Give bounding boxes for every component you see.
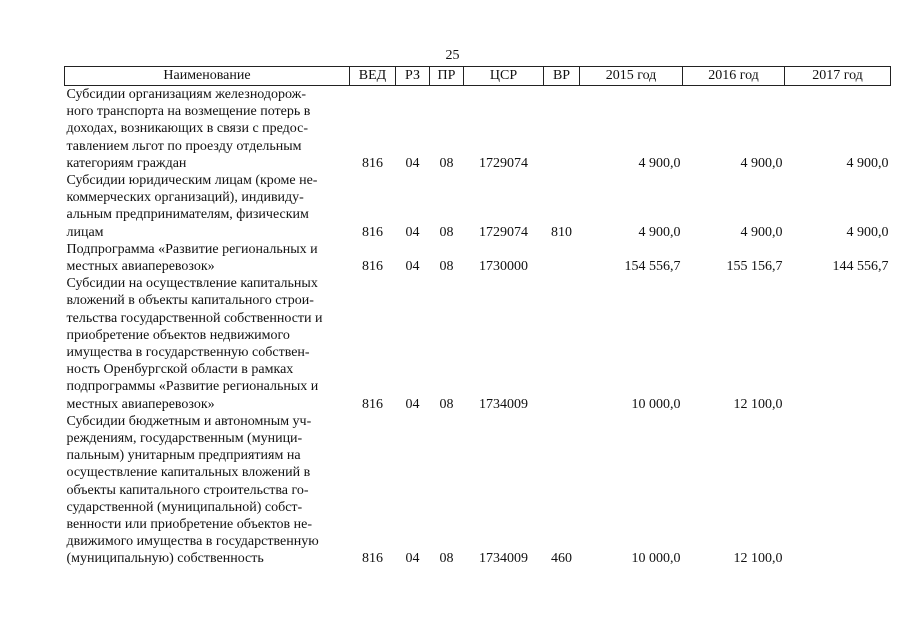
header-pr: ПР <box>430 67 464 86</box>
row-2015: 4 900,0 <box>638 155 681 171</box>
page-number: 25 <box>445 48 460 63</box>
row-rz: 04 <box>405 155 420 171</box>
budget-table <box>64 66 891 568</box>
row-ved: 816 <box>362 551 383 567</box>
row-vr <box>544 86 580 173</box>
row-ved: 816 <box>362 396 383 412</box>
header-2015: 2015 год <box>580 67 683 86</box>
header-2016: 2016 год <box>683 67 785 86</box>
row-2016: 12 100,0 <box>733 551 783 567</box>
row-2016: 4 900,0 <box>740 155 783 171</box>
row-rz: 04 <box>405 551 420 567</box>
table-row <box>65 275 891 413</box>
row-2017: 144 556,7 <box>832 259 889 275</box>
row-csr: 1729074 <box>479 155 528 171</box>
row-csr: 1734009 <box>479 396 528 412</box>
row-name: Субсидии юридическим лицам (кроме не- коммерческих организаций), индивиду- альным предпринимателям, физическим лицам <box>66 173 318 240</box>
row-name: Субсидии бюджетным и автономным уч- реждениям, государственным (муници- пальным) унитарным предприятиям на осуществление капитальных вложений в объекты капитального строительства го- сударственной (муниципальной) собст- венности или приобретение объектов не- движимого имущества в государственную (муниципальную) собственность <box>66 413 319 567</box>
row-2017: 4 900,0 <box>846 155 889 171</box>
row-csr: 1730000 <box>479 259 528 275</box>
row-rz: 04 <box>405 396 420 412</box>
row-ved: 816 <box>362 259 383 275</box>
row-ved: 816 <box>362 224 383 240</box>
row-pr: 08 <box>439 224 454 240</box>
row-2017 <box>785 413 891 568</box>
row-csr: 1734009 <box>479 551 528 567</box>
row-2016: 155 156,7 <box>726 259 783 275</box>
header-row <box>65 67 891 86</box>
row-name: Субсидии на осуществление капитальных вложений в объекты капитального строи- тельства государственной собственности и приобретение объектов недвижимого имущества в государственную собствен- ность Оренбургской области в рамках подпрограммы «Развитие региональных и местных авиаперевозок» <box>66 276 323 412</box>
row-2015: 4 900,0 <box>638 224 681 240</box>
row-vr: 810 <box>551 224 572 240</box>
row-pr: 08 <box>439 155 454 171</box>
header-rz: РЗ <box>396 67 430 86</box>
row-2015: 10 000,0 <box>631 551 681 567</box>
table-row <box>65 172 891 241</box>
header-csr: ЦСР <box>464 67 544 86</box>
table-row <box>65 86 891 173</box>
row-2015: 154 556,7 <box>624 259 681 275</box>
table-body <box>65 86 891 568</box>
row-2015: 10 000,0 <box>631 396 681 412</box>
row-pr: 08 <box>439 396 454 412</box>
row-2017: 4 900,0 <box>846 224 889 240</box>
header-name: Наименование <box>65 67 350 86</box>
row-name: Субсидии организациям железнодорож- ного транспорта на возмещение потерь в доходах, возникающих в связи с предос- тавлением льгот по проезду отдельным категориям граждан <box>66 87 311 171</box>
row-2017 <box>785 275 891 413</box>
row-vr <box>544 241 580 275</box>
row-pr: 08 <box>439 551 454 567</box>
row-2016: 12 100,0 <box>733 396 783 412</box>
header-2017: 2017 год <box>785 67 891 86</box>
row-pr: 08 <box>439 259 454 275</box>
row-rz: 04 <box>405 224 420 240</box>
row-ved: 816 <box>362 155 383 171</box>
header-ved: ВЕД <box>350 67 396 86</box>
row-rz: 04 <box>405 259 420 275</box>
row-vr: 460 <box>551 551 572 567</box>
row-name: Подпрограмма «Развитие региональных и местных авиаперевозок» <box>66 241 318 275</box>
header-vr: ВР <box>544 67 580 86</box>
table-header <box>65 67 891 86</box>
table-row <box>65 413 891 568</box>
row-2016: 4 900,0 <box>740 224 783 240</box>
row-csr: 1729074 <box>479 224 528 240</box>
table-row <box>65 241 891 275</box>
row-vr <box>544 275 580 413</box>
